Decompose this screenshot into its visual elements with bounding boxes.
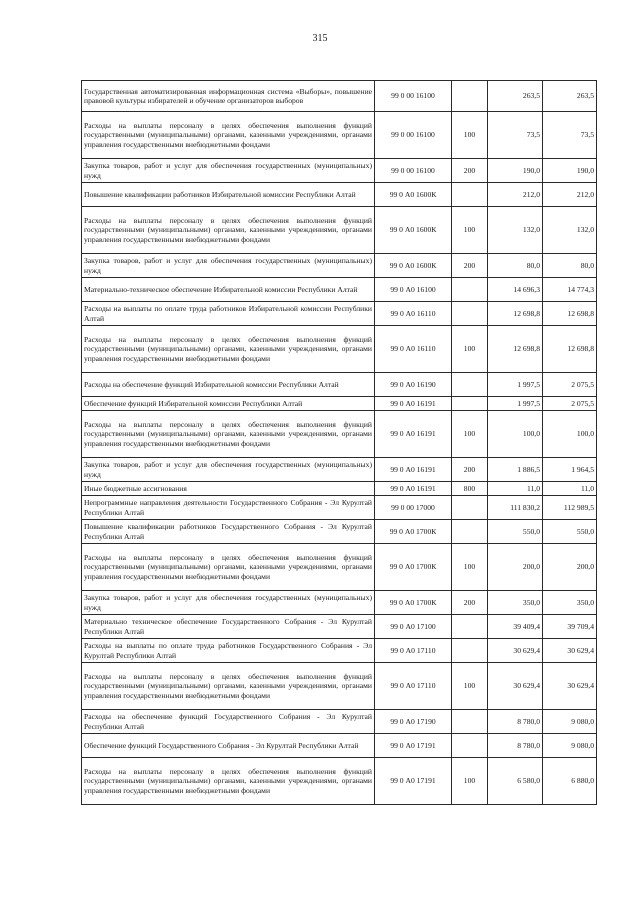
row-name: Расходы на выплаты по оплате труда работников Избирательной комиссии Республики Алтай (82, 302, 375, 326)
row-target-code: 99 0 А0 17190 (375, 710, 452, 734)
row-expense-type: 100 (452, 663, 488, 710)
row-target-code: 99 0 А0 16190 (375, 373, 452, 397)
table-row (82, 639, 597, 663)
table-row (82, 278, 597, 302)
row-target-code: 99 0 00 17000 (375, 496, 452, 520)
row-target-code: 99 0 А0 17110 (375, 639, 452, 663)
row-expense-type (452, 639, 488, 663)
row-amount-year2: 263,5 (543, 81, 597, 112)
row-amount-year2: 2 075,5 (543, 397, 597, 411)
row-amount-year1: 12 698,8 (488, 326, 543, 373)
row-amount-year2: 73,5 (543, 112, 597, 159)
row-amount-year2: 6 880,0 (543, 758, 597, 805)
row-amount-year1: 350,0 (488, 591, 543, 615)
table-row (82, 496, 597, 520)
row-amount-year2: 39 709,4 (543, 615, 597, 639)
row-amount-year1: 111 830,2 (488, 496, 543, 520)
row-expense-type (452, 373, 488, 397)
row-amount-year1: 73,5 (488, 112, 543, 159)
row-amount-year1: 8 780,0 (488, 710, 543, 734)
row-target-code: 99 0 А0 17191 (375, 758, 452, 805)
row-amount-year1: 212,0 (488, 183, 543, 207)
row-amount-year1: 30 629,4 (488, 639, 543, 663)
row-expense-type: 800 (452, 482, 488, 496)
row-expense-type: 100 (452, 207, 488, 254)
row-amount-year2: 200,0 (543, 544, 597, 591)
row-target-code: 99 0 А0 16110 (375, 326, 452, 373)
row-target-code: 99 0 А0 16191 (375, 397, 452, 411)
table-row (82, 159, 597, 183)
row-expense-type: 100 (452, 544, 488, 591)
table-row (82, 758, 597, 805)
row-amount-year1: 11,0 (488, 482, 543, 496)
row-amount-year2: 100,0 (543, 411, 597, 458)
row-name: Расходы на выплаты персоналу в целях обеспечения выполнения функций государственными (муниципальными) органами, казенными учреждениями, органами управления государственными внебюджетными фондами (82, 663, 375, 710)
row-target-code: 99 0 А0 17100 (375, 615, 452, 639)
row-expense-type (452, 496, 488, 520)
row-expense-type: 200 (452, 458, 488, 482)
row-expense-type: 100 (452, 112, 488, 159)
row-target-code: 99 0 А0 1700К (375, 544, 452, 591)
row-name: Непрограммные направления деятельности Государственного Собрания - Эл Курултай Республики Алтай (82, 496, 375, 520)
row-target-code: 99 0 00 16100 (375, 81, 452, 112)
table-row (82, 591, 597, 615)
row-amount-year1: 30 629,4 (488, 663, 543, 710)
row-target-code: 99 0 А0 17191 (375, 734, 452, 758)
row-amount-year1: 550,0 (488, 520, 543, 544)
row-expense-type: 100 (452, 758, 488, 805)
row-amount-year2: 1 964,5 (543, 458, 597, 482)
table-row (82, 302, 597, 326)
row-expense-type: 100 (452, 326, 488, 373)
row-name: Расходы на выплаты персоналу в целях обеспечения выполнения функций государственными (муниципальными) органами, казенными учреждениями, органами управления государственными внебюджетными фондами (82, 758, 375, 805)
row-amount-year1: 8 780,0 (488, 734, 543, 758)
table-row (82, 373, 597, 397)
row-target-code: 99 0 А0 1600К (375, 207, 452, 254)
row-target-code: 99 0 А0 16191 (375, 458, 452, 482)
row-name: Расходы на выплаты персоналу в целях обеспечения выполнения функций государственными (муниципальными) органами, казенными учреждениями, органами управления государственными внебюджетными фондами (82, 411, 375, 458)
row-name: Повышение квалификации работников Избирательной комиссии Республики Алтай (82, 183, 375, 207)
row-target-code: 99 0 А0 16191 (375, 411, 452, 458)
row-name: Расходы на выплаты по оплате труда работников Государственного Собрания - Эл Курултай Республики Алтай (82, 639, 375, 663)
table-row (82, 326, 597, 373)
row-name: Расходы на выплаты персоналу в целях обеспечения выполнения функций государственными (муниципальными) органами, казенными учреждениями, органами управления государственными внебюджетными фондами (82, 544, 375, 591)
table-row (82, 411, 597, 458)
row-amount-year2: 12 698,8 (543, 326, 597, 373)
row-amount-year2: 80,0 (543, 254, 597, 278)
row-target-code: 99 0 00 16100 (375, 112, 452, 159)
row-amount-year1: 12 698,8 (488, 302, 543, 326)
row-name: Государственная автоматизированная информационная система «Выборы», повышение правовой культуры избирателей и обучение организаторов выборов (82, 81, 375, 112)
row-amount-year2: 30 629,4 (543, 639, 597, 663)
table-row (82, 710, 597, 734)
row-name: Расходы на выплаты персоналу в целях обеспечения выполнения функций государственными (муниципальными) органами, казенными учреждениями, органами управления государственными внебюджетными фондами (82, 207, 375, 254)
row-name: Закупка товаров, работ и услуг для обеспечения государственных (муниципальных) нужд (82, 591, 375, 615)
table-row (82, 520, 597, 544)
row-name: Расходы на выплаты персоналу в целях обеспечения выполнения функций государственными (муниципальными) органами, казенными учреждениями, органами управления государственными внебюджетными фондами (82, 112, 375, 159)
row-name: Расходы на обеспечение функций Избирательной комиссии Республики Алтай (82, 373, 375, 397)
row-amount-year1: 1 997,5 (488, 373, 543, 397)
row-amount-year2: 9 080,0 (543, 734, 597, 758)
row-name: Иные бюджетные ассигнования (82, 482, 375, 496)
row-expense-type (452, 81, 488, 112)
row-amount-year2: 14 774,3 (543, 278, 597, 302)
row-expense-type (452, 302, 488, 326)
row-expense-type (452, 397, 488, 411)
row-target-code: 99 0 А0 17110 (375, 663, 452, 710)
row-amount-year1: 100,0 (488, 411, 543, 458)
row-target-code: 99 0 А0 1600К (375, 183, 452, 207)
row-amount-year1: 190,0 (488, 159, 543, 183)
row-name: Обеспечение функций Государственного Собрания - Эл Курултай Республики Алтай (82, 734, 375, 758)
row-amount-year1: 39 409,4 (488, 615, 543, 639)
row-target-code: 99 0 А0 16100 (375, 278, 452, 302)
row-target-code: 99 0 А0 16110 (375, 302, 452, 326)
row-amount-year1: 6 580,0 (488, 758, 543, 805)
row-expense-type (452, 520, 488, 544)
row-name: Расходы на обеспечение функций Государственного Собрания - Эл Курултай Республики Алтай (82, 710, 375, 734)
row-expense-type (452, 615, 488, 639)
row-target-code: 99 0 А0 1700К (375, 591, 452, 615)
row-name: Закупка товаров, работ и услуг для обеспечения государственных (муниципальных) нужд (82, 254, 375, 278)
row-amount-year1: 1 997,5 (488, 397, 543, 411)
row-amount-year2: 11,0 (543, 482, 597, 496)
row-target-code: 99 0 00 16100 (375, 159, 452, 183)
row-name: Расходы на выплаты персоналу в целях обеспечения выполнения функций государственными (муниципальными) органами, казенными учреждениями, органами управления государственными внебюджетными фондами (82, 326, 375, 373)
row-name: Материально-техническое обеспечение Избирательной комиссии Республики Алтай (82, 278, 375, 302)
table-row (82, 734, 597, 758)
row-name: Закупка товаров, работ и услуг для обеспечения государственных (муниципальных) нужд (82, 458, 375, 482)
row-amount-year1: 14 696,3 (488, 278, 543, 302)
row-expense-type (452, 278, 488, 302)
row-name: Закупка товаров, работ и услуг для обеспечения государственных (муниципальных) нужд (82, 159, 375, 183)
table-row (82, 254, 597, 278)
row-expense-type: 200 (452, 254, 488, 278)
budget-table (81, 80, 597, 805)
row-target-code: 99 0 А0 16191 (375, 482, 452, 496)
row-amount-year1: 200,0 (488, 544, 543, 591)
row-target-code: 99 0 А0 1700К (375, 520, 452, 544)
row-name: Обеспечение функций Избирательной комиссии Республики Алтай (82, 397, 375, 411)
row-expense-type (452, 183, 488, 207)
row-amount-year1: 132,0 (488, 207, 543, 254)
row-amount-year1: 263,5 (488, 81, 543, 112)
row-name: Материально техническое обеспечение Государственного Собрания - Эл Курултай Республики Алтай (82, 615, 375, 639)
row-amount-year1: 1 886,5 (488, 458, 543, 482)
row-amount-year2: 212,0 (543, 183, 597, 207)
row-expense-type: 100 (452, 411, 488, 458)
budget-table-body (82, 81, 597, 805)
row-expense-type: 200 (452, 159, 488, 183)
row-amount-year2: 112 989,5 (543, 496, 597, 520)
table-row (82, 397, 597, 411)
table-row (82, 112, 597, 159)
table-row (82, 663, 597, 710)
table-row (82, 544, 597, 591)
page-number: 315 (312, 33, 328, 44)
row-amount-year2: 30 629,4 (543, 663, 597, 710)
table-row (82, 458, 597, 482)
row-amount-year2: 12 698,8 (543, 302, 597, 326)
row-amount-year2: 132,0 (543, 207, 597, 254)
row-expense-type (452, 734, 488, 758)
table-row (82, 615, 597, 639)
row-amount-year2: 2 075,5 (543, 373, 597, 397)
row-amount-year2: 350,0 (543, 591, 597, 615)
row-amount-year2: 550,0 (543, 520, 597, 544)
table-row (82, 482, 597, 496)
row-expense-type: 200 (452, 591, 488, 615)
row-name: Повышение квалификации работников Государственного Собрания - Эл Курултай Республики Алтай (82, 520, 375, 544)
row-amount-year2: 9 080,0 (543, 710, 597, 734)
row-target-code: 99 0 А0 1600К (375, 254, 452, 278)
row-amount-year2: 190,0 (543, 159, 597, 183)
row-expense-type (452, 710, 488, 734)
table-row (82, 183, 597, 207)
table-row (82, 207, 597, 254)
row-amount-year1: 80,0 (488, 254, 543, 278)
table-row (82, 81, 597, 112)
